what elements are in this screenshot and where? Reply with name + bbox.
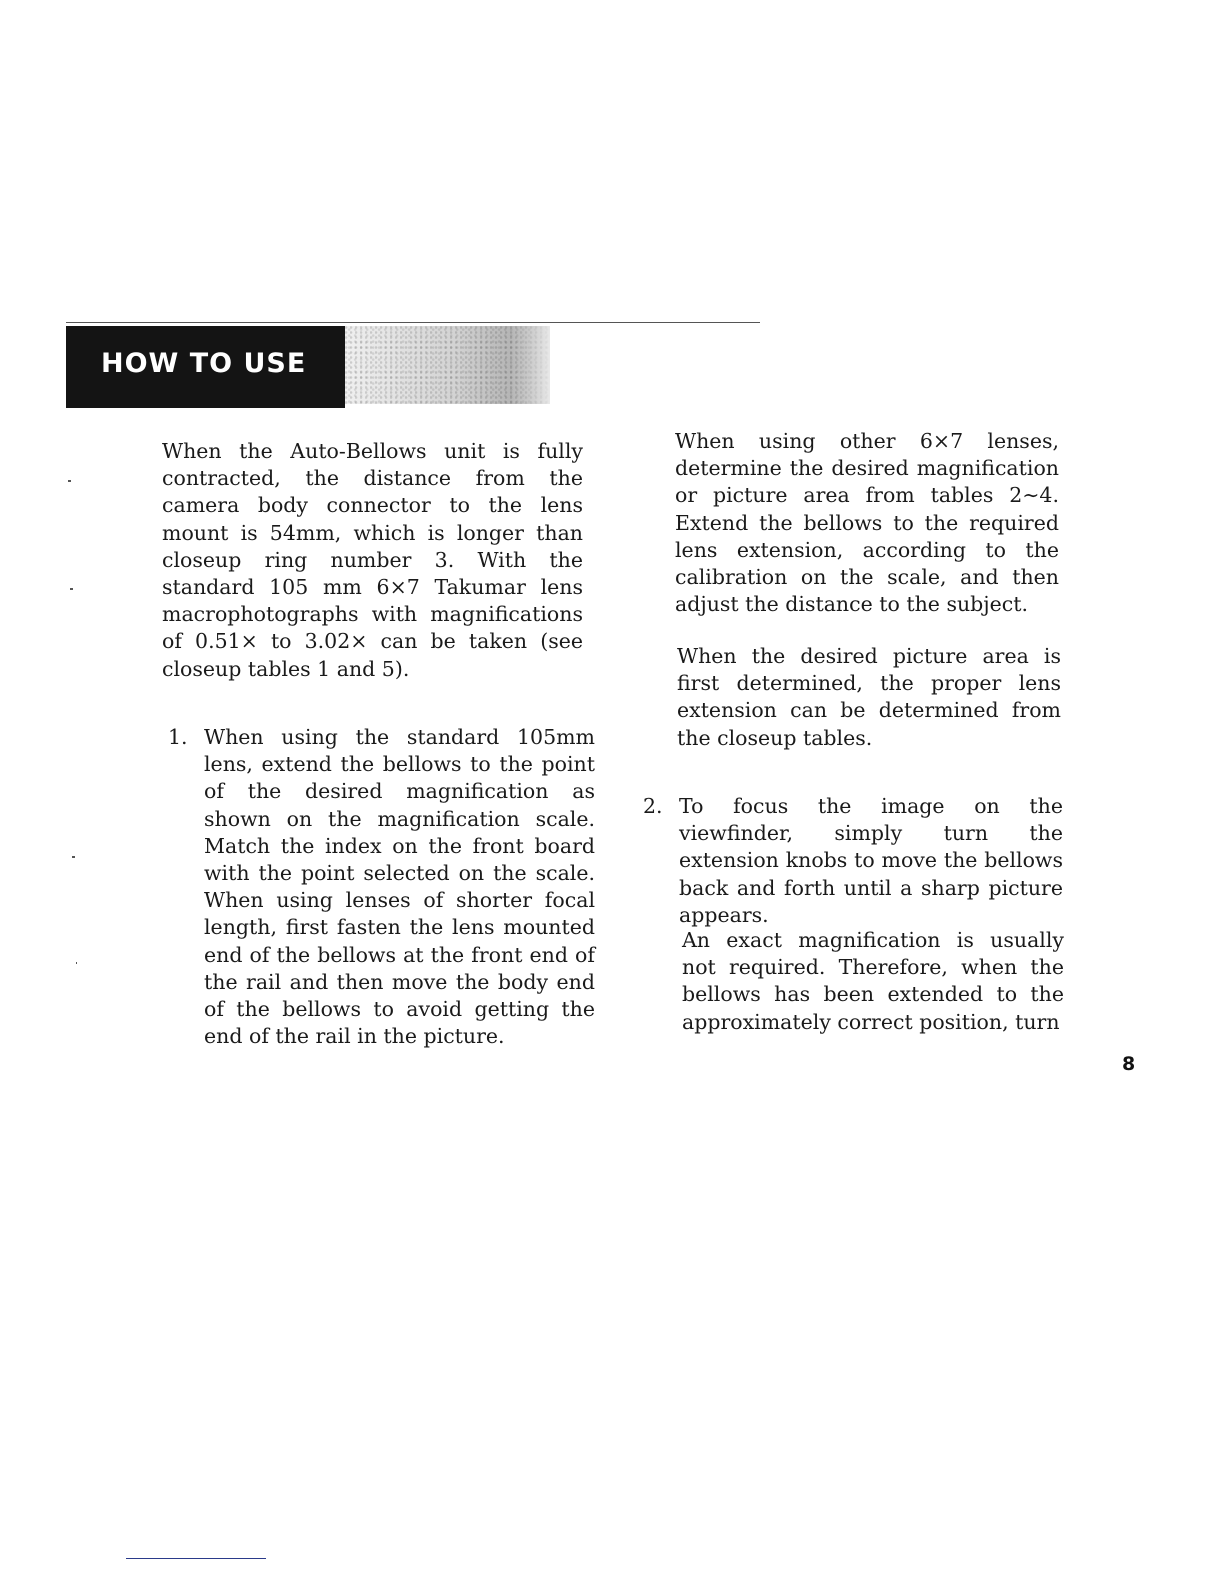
paragraph: An exact magnification is usually not required. Therefore, when the bellows has been extended to the approximately correct position, turn	[682, 928, 1064, 1034]
list-item-1	[168, 724, 595, 1049]
margin-mark	[68, 480, 71, 482]
intro-paragraph: When the Auto-Bellows unit is fully contracted, the distance from the camera body connector to the lens mount is 54mm, which is longer than closeup ring number 3. With the standard 105 mm 6×7 Takumar lens macrophotographs with magnifications of 0.51× to 3.02× can be taken (see closeup tables 1 and 5).	[162, 439, 583, 681]
page-number: 8	[1122, 1053, 1136, 1075]
header-rule	[66, 322, 760, 323]
margin-mark	[76, 962, 77, 964]
left-column-intro	[162, 438, 583, 683]
list-item-text: To focus the image on the viewfinder, simply turn the extension knobs to move the bellows back and forth until a sharp picture appears.	[679, 794, 1063, 927]
paragraph: When using other 6×7 lenses, determine the desired magnification or picture area from tables 2∼4. Extend the bellows to the required lens extension, according to the calibration on the scale, and then adjust the distance to the subject.	[675, 429, 1059, 617]
right-column-paragraph-1	[675, 428, 1059, 618]
header-halftone-fade	[510, 326, 554, 404]
list-item-2	[643, 793, 1063, 927]
paragraph: When the desired picture area is first determined, the proper lens extension can be determined from the closeup tables.	[677, 644, 1061, 750]
right-column-paragraph-3	[682, 927, 1064, 1036]
list-item-text: When using the standard 105mm lens, extend the bellows to the point of the desired magnification as shown on the magnification scale. Match the index on the front board with the point selected on the scale. When using lenses of shorter focal length, first fasten the lens mounted end of the bellows at the front end of the rail and then move the body end of the bellows to avoid getting the end of the rail in the picture.	[204, 725, 595, 1049]
footer-rule	[126, 1558, 266, 1559]
section-title: HOW TO USE	[101, 348, 307, 379]
list-number: 1.	[168, 725, 188, 749]
margin-mark	[70, 588, 73, 590]
margin-mark	[72, 856, 75, 858]
right-column-paragraph-2	[677, 643, 1061, 752]
list-number: 2.	[643, 794, 663, 818]
